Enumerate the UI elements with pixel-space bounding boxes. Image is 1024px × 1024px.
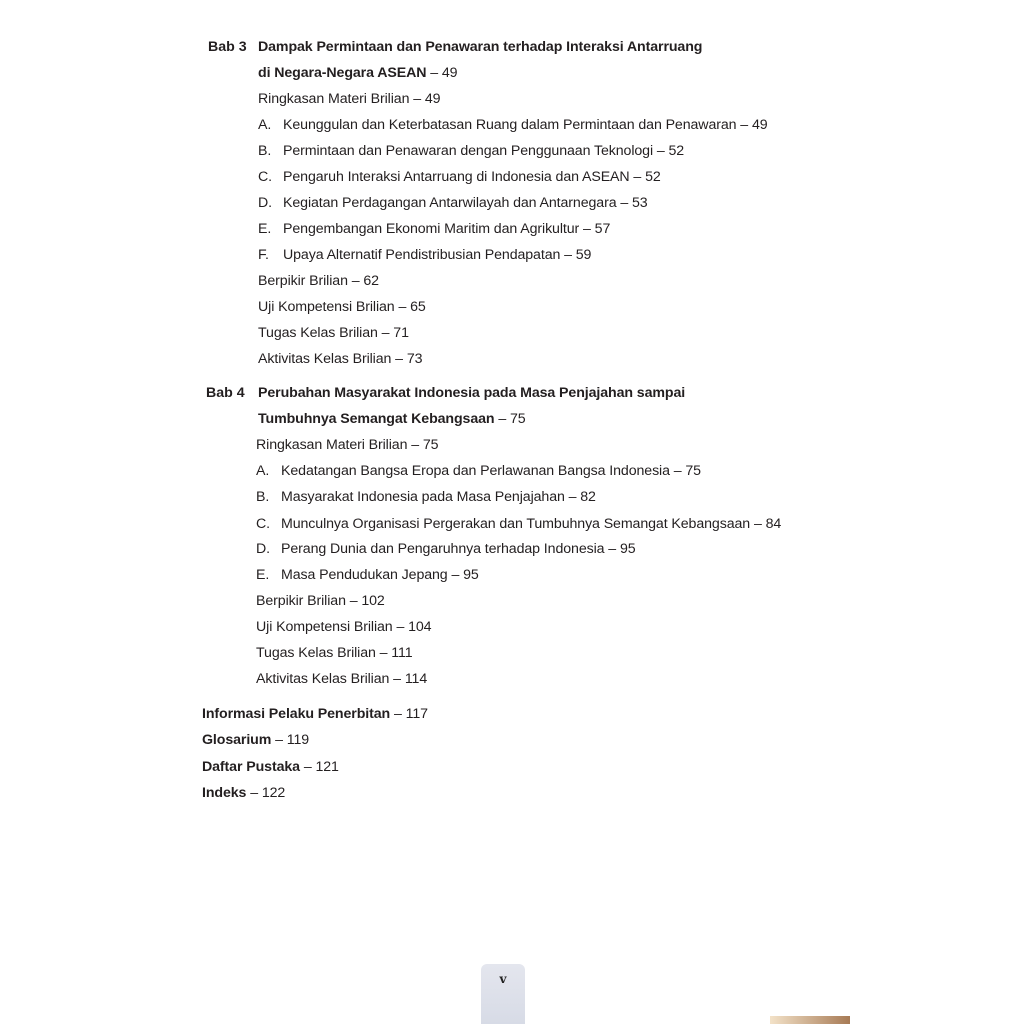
entry-title: Daftar Pustaka [202,759,300,775]
separator: – [568,489,577,505]
toc-entry [258,324,409,342]
page-ref: 119 [286,732,310,748]
page-ref: 62 [363,273,379,289]
back-matter-entry [202,705,428,723]
entry-letter: B. [256,489,270,505]
entry-letter: D. [258,195,272,211]
entry-letter: A. [256,463,270,479]
page-ref: 121 [315,759,339,775]
page-ref: 75 [422,437,439,453]
separator: – [393,706,402,722]
page-ref: 49 [751,117,768,133]
chapter-title-line [258,384,685,402]
entry-title: Tugas Kelas Brilian [256,645,376,661]
page-number-tab [481,964,525,1024]
chapter-title: Tumbuhnya Semangat Kebangsaan [258,411,495,427]
toc-entry [256,462,701,480]
toc-entry [258,220,610,238]
entry-title: Ringkasan Materi Brilian [258,91,410,107]
page-ref: 75 [685,463,701,479]
separator: – [275,732,283,748]
page-ref: 52 [645,169,661,185]
entry-title: Tugas Kelas Brilian [258,325,378,341]
toc-entry [256,566,479,584]
chapter-title-line [258,410,526,428]
entry-letter: E. [256,567,270,583]
separator: – [753,516,762,532]
entry-title: Kegiatan Perdagangan Antarwilayah dan Antarnegara [283,195,617,211]
toc-entry [258,272,379,290]
page-ref: 57 [594,221,611,237]
separator: – [451,567,460,583]
separator: – [398,299,407,315]
separator: – [393,671,401,687]
toc-entry [258,168,661,186]
chapter-title-line [258,64,457,82]
toc-entry [258,246,591,264]
entry-title: Berpikir Brilian [258,273,348,289]
separator: – [608,541,617,557]
entry-title: Glosarium [202,732,272,748]
entry-letter: D. [256,541,270,557]
separator: – [349,593,358,609]
page-ref: 111 [391,645,413,661]
toc-entry [258,90,440,108]
page-ref: 95 [619,541,636,557]
entry-letter: A. [258,117,272,133]
toc-entry [258,350,422,368]
entry-title: Masyarakat Indonesia pada Masa Penjajahan [281,489,565,505]
toc-entry [256,488,596,506]
separator: – [303,759,312,775]
entry-title: Permintaan dan Penawaran dengan Penggunaan Teknologi [283,143,654,159]
back-matter-entry [202,758,339,776]
page-edge-shadow [770,1016,850,1024]
toc-entry [258,298,426,316]
page-ref: 49 [424,91,441,107]
entry-title: Ringkasan Materi Brilian [256,437,408,453]
separator: – [633,169,642,185]
separator: – [396,619,405,635]
page-ref: 114 [404,671,428,687]
separator: – [430,65,439,81]
entry-letter: F. [258,247,269,263]
entry-title: Indeks [202,785,247,801]
back-matter-entry [202,731,309,749]
page-ref: 49 [441,65,458,81]
separator: – [564,247,572,263]
page-ref: 82 [580,489,596,505]
entry-title: Masa Pendudukan Jepang [281,567,448,583]
separator: – [250,785,258,801]
entry-letter: C. [256,516,270,532]
toc-entry [258,194,648,212]
chapter-label: Bab 4 [206,385,245,401]
separator: – [379,645,388,661]
toc-entry [256,644,413,662]
entry-title: Uji Kompetensi Brilian [256,619,393,635]
separator: – [381,325,390,341]
entry-letter: B. [258,143,272,159]
chapter-title: di Negara-Negara ASEAN [258,65,427,81]
entry-title: Aktivitas Kelas Brilian [258,351,392,367]
chapter-title: Dampak Permintaan dan Penawaran terhadap Interaksi Antarruang [258,39,703,55]
separator: – [673,463,682,479]
page-ref: 71 [393,325,409,341]
page-ref: 84 [765,516,782,532]
entry-title: Pengembangan Ekonomi Maritim dan Agrikultur [283,221,580,237]
toc-entry [256,436,438,454]
chapter-title: Perubahan Masyarakat Indonesia pada Masa Penjajahan sampai [258,385,686,401]
entry-title: Keunggulan dan Keterbatasan Ruang dalam Permintaan dan Penawaran [283,117,737,133]
page-ref: 102 [361,593,385,609]
separator: – [583,221,591,237]
chapter-label: Bab 3 [208,39,247,55]
entry-title: Upaya Alternatif Pendistribusian Pendapatan [283,247,561,263]
separator: – [620,195,629,211]
toc-entry [256,618,431,636]
separator: – [395,351,403,367]
entry-title: Kedatangan Bangsa Eropa dan Perlawanan Bangsa Indonesia [281,463,670,479]
back-matter-entry [202,784,285,802]
entry-title: Aktivitas Kelas Brilian [256,671,390,687]
entry-title: Berpikir Brilian [256,593,346,609]
page-number: v [499,972,507,986]
entry-title: Informasi Pelaku Penerbitan [202,706,391,722]
separator: – [656,143,665,159]
page-ref: 73 [406,351,423,367]
separator: – [498,411,507,427]
toc-entry [256,592,385,610]
toc-entry [256,670,427,688]
page-ref: 122 [261,785,286,801]
toc-entry [258,116,768,134]
toc-entry [256,515,781,533]
page-ref: 75 [509,411,526,427]
page-ref: 59 [575,247,592,263]
entry-letter: C. [258,169,272,185]
toc-entry [258,142,684,160]
separator: – [740,117,749,133]
page-ref: 104 [408,619,432,635]
entry-title: Uji Kompetensi Brilian [258,299,395,315]
chapter-title-line [258,38,702,56]
entry-title: Munculnya Organisasi Pergerakan dan Tumbuhnya Semangat Kebangsaan [281,516,751,532]
page-ref: 117 [405,706,428,722]
page-ref: 65 [410,299,426,315]
entry-letter: E. [258,221,272,237]
entry-title: Pengaruh Interaksi Antarruang di Indonesia dan ASEAN [283,169,630,185]
toc-entry [256,540,636,558]
separator: – [411,437,420,453]
page-ref: 53 [631,195,648,211]
page-ref: 95 [463,567,479,583]
entry-title: Perang Dunia dan Pengaruhnya terhadap Indonesia [281,541,605,557]
page-ref: 52 [668,143,685,159]
separator: – [351,273,360,289]
separator: – [413,91,422,107]
